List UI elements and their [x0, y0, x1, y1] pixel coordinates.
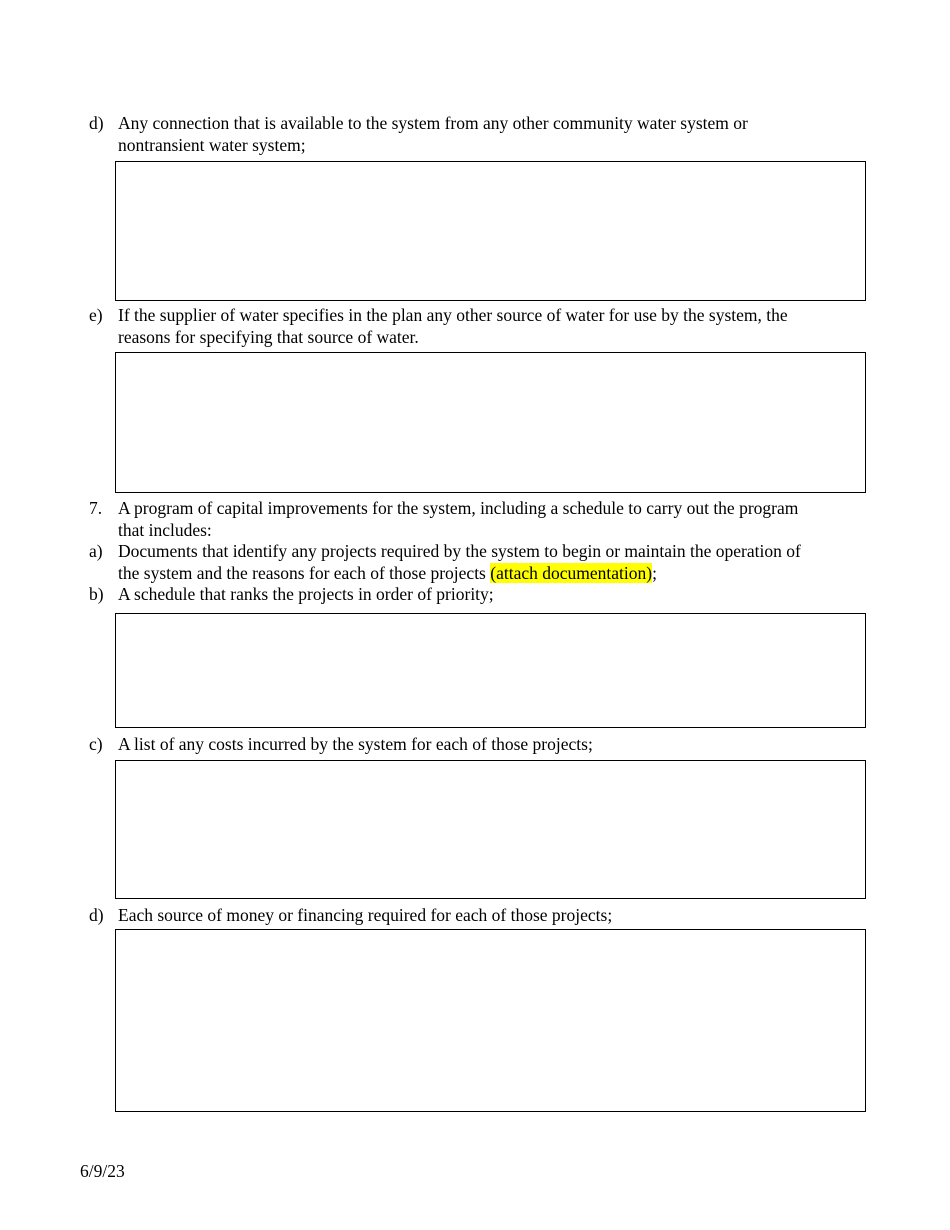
- item-text-main: Documents that identify any projects required by the system to begin or maintain the operation of the system and the reasons for each of those projects: [118, 541, 801, 583]
- item-text: Any connection that is available to the system from any other community water system or nontransient water system;: [118, 113, 748, 155]
- item-marker: e): [89, 305, 103, 325]
- item-text: Each source of money or financing required for each of those projects;: [118, 905, 613, 925]
- answer-box-d-connection[interactable]: [115, 161, 866, 301]
- item-marker: 7.: [89, 498, 103, 518]
- item-marker: b): [89, 584, 104, 604]
- item-marker: d): [89, 113, 104, 133]
- answer-box-e-other-source[interactable]: [115, 352, 866, 493]
- item-marker: c): [89, 734, 103, 754]
- item-text: If the supplier of water specifies in the plan any other source of water for use by the system, the reasons for specifying that source of water.: [118, 305, 788, 347]
- item-c-costs: [89, 734, 809, 756]
- item-b-schedule: [89, 584, 809, 606]
- item-7-capital-improvements: [89, 498, 809, 541]
- answer-box-b-schedule[interactable]: [115, 613, 866, 728]
- answer-box-c-costs[interactable]: [115, 760, 866, 899]
- footer-date: 6/9/23: [80, 1161, 125, 1181]
- item-e-other-source: [89, 305, 809, 348]
- item-d-financing: [89, 905, 809, 927]
- item-marker: a): [89, 541, 103, 561]
- item-text: A program of capital improvements for the system, including a schedule to carry out the program that includes:: [118, 498, 799, 540]
- item-text: [118, 541, 809, 584]
- answer-box-d-financing[interactable]: [115, 929, 866, 1112]
- attach-documentation-highlight: (attach documentation): [490, 562, 653, 583]
- item-text-end: ;: [652, 562, 657, 583]
- item-text: A schedule that ranks the projects in order of priority;: [118, 584, 494, 604]
- item-marker: d): [89, 905, 104, 925]
- item-d-connection: [89, 113, 809, 156]
- item-text: A list of any costs incurred by the system for each of those projects;: [118, 734, 593, 754]
- item-a-documents: [89, 541, 809, 584]
